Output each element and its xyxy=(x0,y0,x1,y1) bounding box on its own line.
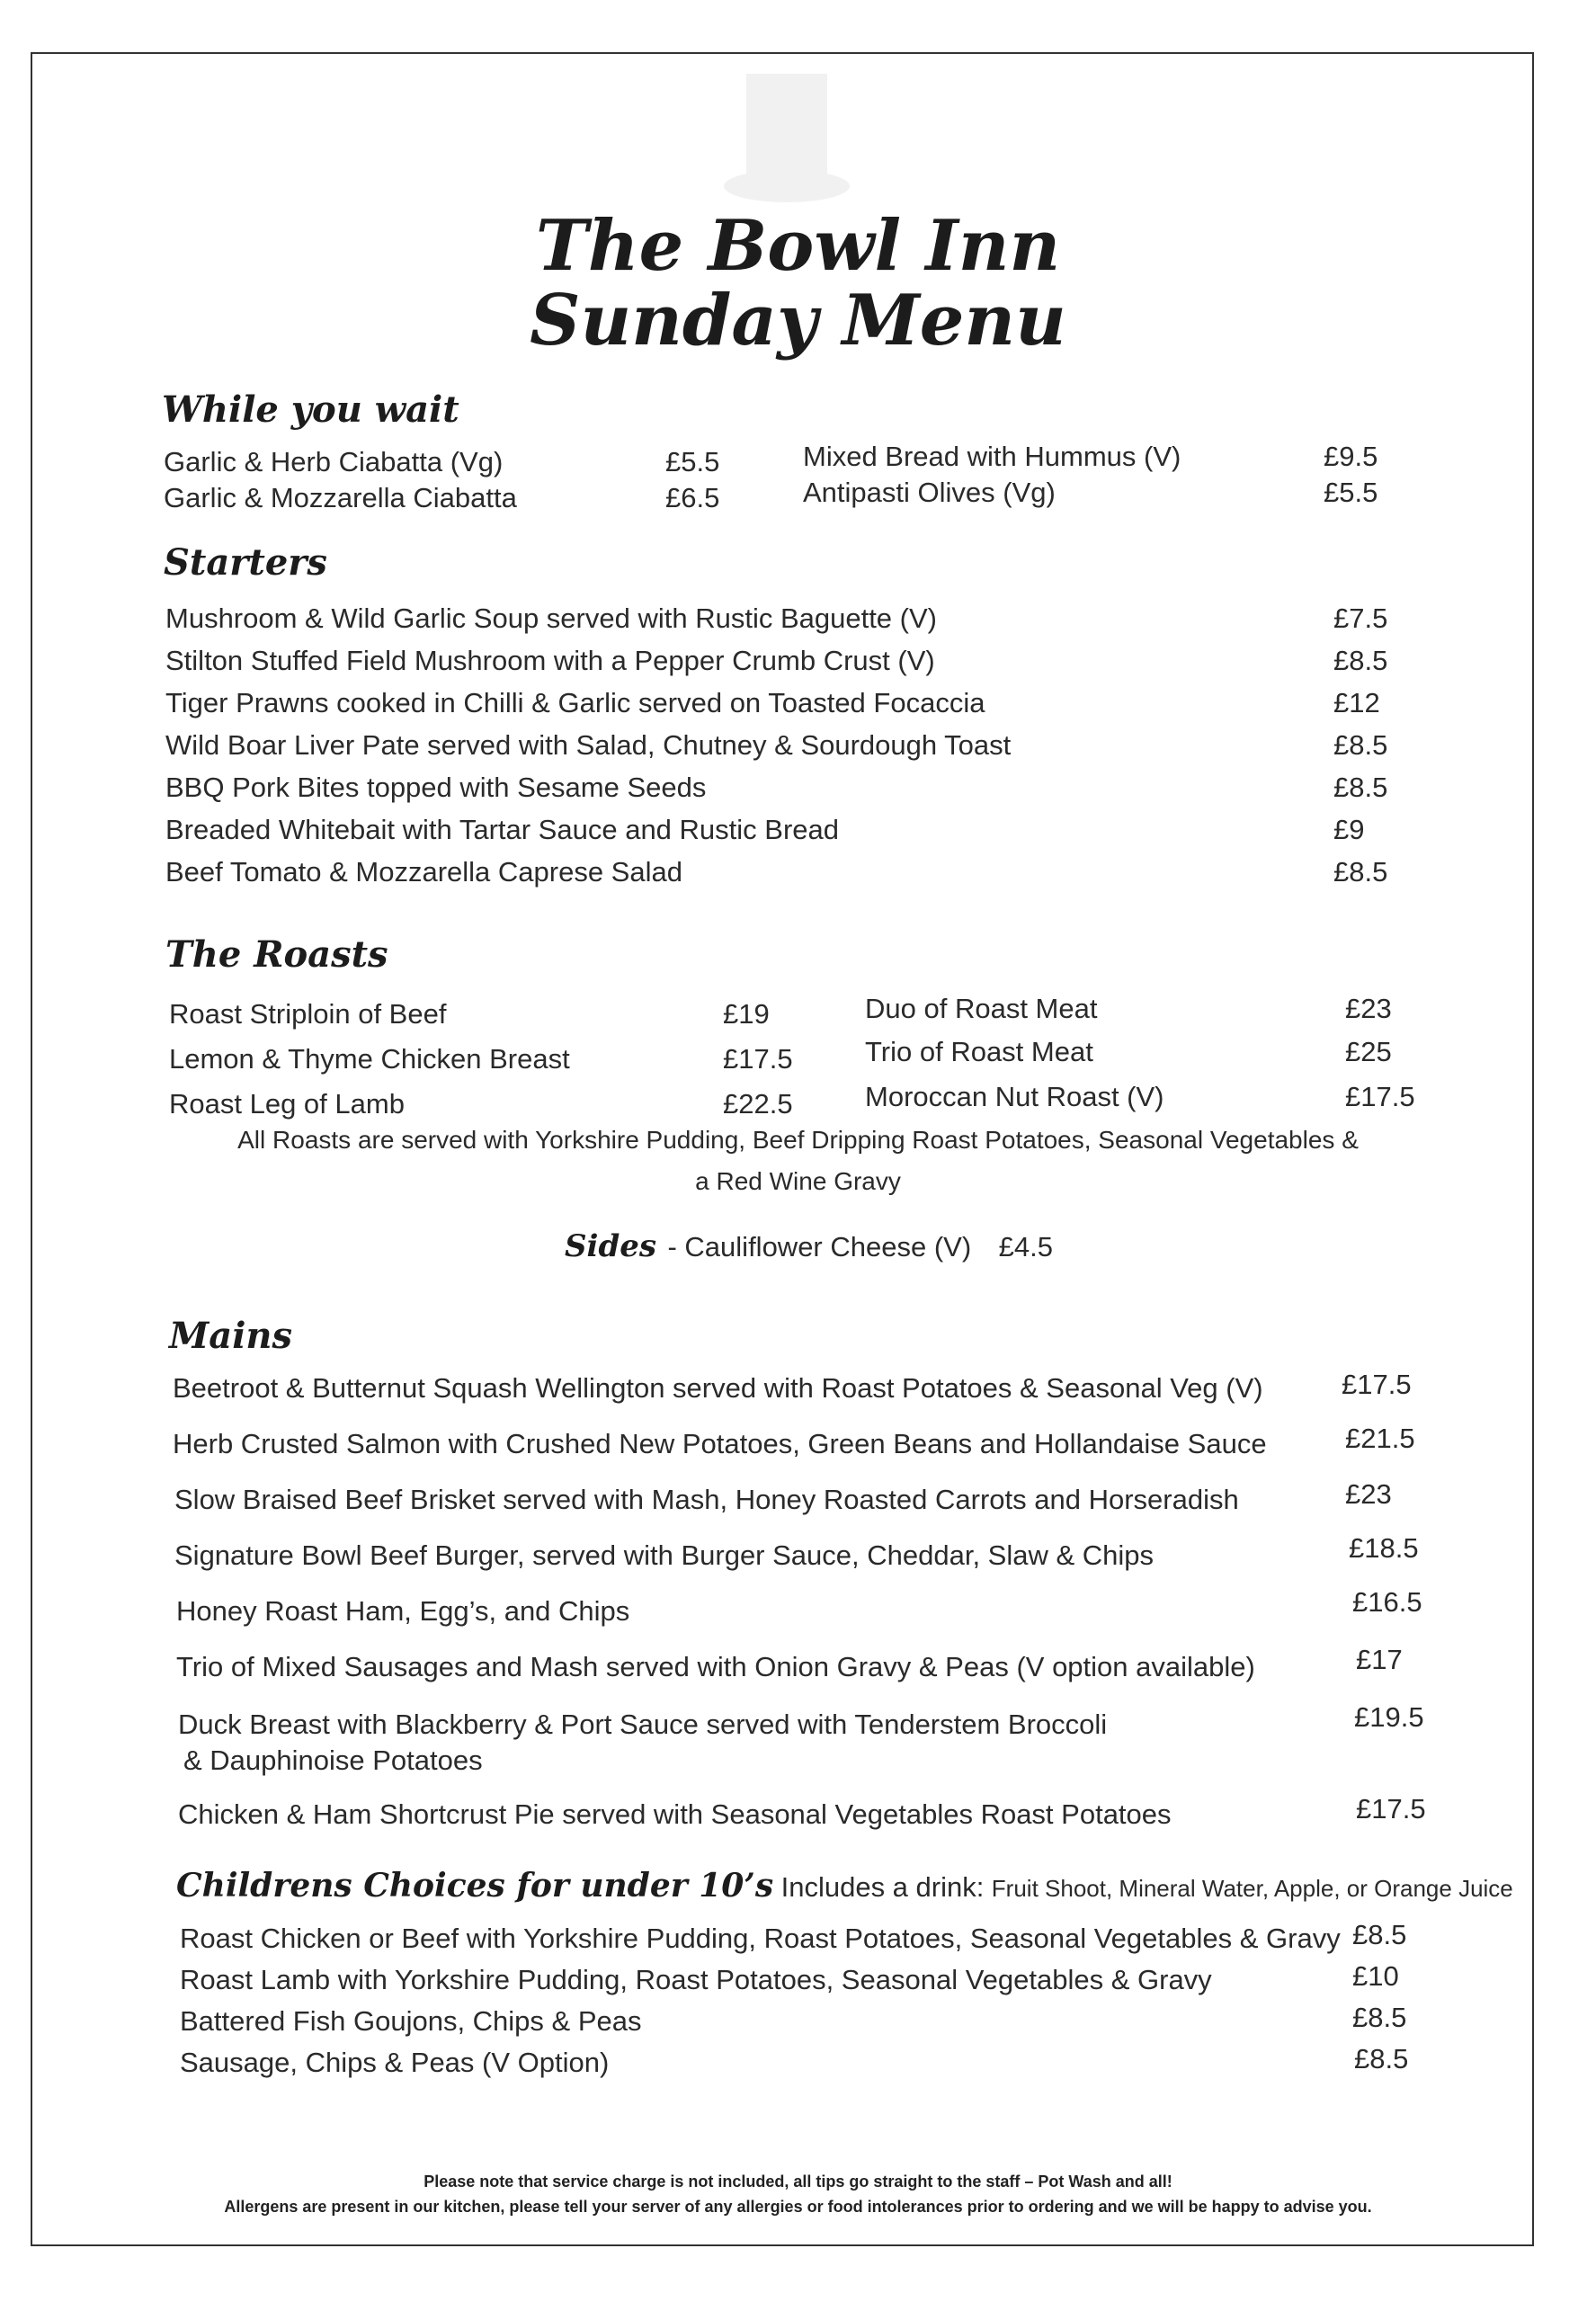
menu-item-price: £16.5 xyxy=(1352,1586,1422,1618)
menu-item: Trio of Mixed Sausages and Mash served with Onion Gravy & Peas (V option available) xyxy=(176,1651,1255,1682)
menu-item: Moroccan Nut Roast (V) xyxy=(865,1081,1164,1112)
menu-item: Honey Roast Ham, Egg’s, and Chips xyxy=(176,1595,630,1627)
menu-item: Mixed Bread with Hummus (V) xyxy=(803,441,1181,472)
menu-item-price: £17.5 xyxy=(1345,1081,1415,1112)
menu-item: Slow Braised Beef Brisket served with Mash, Honey Roasted Carrots and Horseradish xyxy=(174,1484,1239,1515)
menu-item-price: £6.5 xyxy=(665,482,720,513)
menu-item: Roast Leg of Lamb xyxy=(169,1088,405,1120)
menu-item: Mushroom & Wild Garlic Soup served with Rustic Baguette (V) xyxy=(165,602,937,634)
menu-item-price: £8.5 xyxy=(1354,2043,1409,2074)
menu-item-price: £17.5 xyxy=(723,1043,793,1075)
menu-item-price: £18.5 xyxy=(1349,1532,1419,1564)
menu-item-price: £9 xyxy=(1333,814,1365,845)
menu-item-price: £8.5 xyxy=(1333,856,1388,888)
menu-item-price: £17.5 xyxy=(1342,1369,1412,1400)
menu-title: The Bowl Inn xyxy=(535,205,1061,287)
menu-item: BBQ Pork Bites topped with Sesame Seeds xyxy=(165,772,707,803)
menu-item-price: £23 xyxy=(1345,993,1392,1024)
roasts-note: All Roasts are served with Yorkshire Pudding, Beef Dripping Roast Potatoes, Seasonal Vegetables & xyxy=(237,1126,1359,1154)
menu-item: Battered Fish Goujons, Chips & Peas xyxy=(180,2005,642,2037)
menu-item-price: £5.5 xyxy=(1324,477,1378,508)
menu-item: Lemon & Thyme Chicken Breast xyxy=(169,1043,570,1075)
section-heading-roasts: The Roasts xyxy=(165,933,388,976)
menu-item-continued: & Dauphinoise Potatoes xyxy=(183,1744,483,1776)
menu-item: Trio of Roast Meat xyxy=(865,1036,1093,1067)
section-heading-starters: Starters xyxy=(164,541,327,584)
menu-item-price: £23 xyxy=(1345,1478,1392,1510)
menu-item-price: £22.5 xyxy=(723,1088,793,1120)
menu-item: Wild Boar Liver Pate served with Salad, Chutney & Sourdough Toast xyxy=(165,729,1012,761)
sides-label: Sides xyxy=(565,1228,657,1264)
sides-item: - Cauliflower Cheese (V) xyxy=(667,1231,972,1263)
menu-item: Garlic & Mozzarella Ciabatta xyxy=(164,482,517,513)
menu-item: Duck Breast with Blackberry & Port Sauce served with Tenderstem Broccoli xyxy=(178,1709,1108,1740)
menu-item: Garlic & Herb Ciabatta (Vg) xyxy=(164,446,504,477)
menu-item-price: £25 xyxy=(1345,1036,1392,1067)
menu-item-price: £19 xyxy=(723,998,770,1030)
menu-item-price: £5.5 xyxy=(665,446,720,477)
footer-allergen-note: Allergens are present in our kitchen, please tell your server of any allergies or food intolerances prior to ordering and we will be happy to advise you. xyxy=(224,2198,1372,2216)
menu-item-price: £12 xyxy=(1333,687,1380,718)
menu-item: Beef Tomato & Mozzarella Caprese Salad xyxy=(165,856,682,888)
menu-item-price: £17.5 xyxy=(1356,1793,1426,1825)
top-hat-icon xyxy=(719,65,854,218)
section-heading-mains: Mains xyxy=(169,1315,292,1357)
menu-item-price: £8.5 xyxy=(1333,772,1388,803)
sides-line xyxy=(565,1228,1053,1264)
menu-item: Signature Bowl Beef Burger, served with Burger Sauce, Cheddar, Slaw & Chips xyxy=(174,1539,1155,1571)
footer-service-note: Please note that service charge is not included, all tips go straight to the staff – Pot Wash and all! xyxy=(424,2173,1172,2190)
roasts-note-continued: a Red Wine Gravy xyxy=(695,1167,901,1195)
menu-item: Roast Striploin of Beef xyxy=(169,998,447,1030)
menu-item: Roast Chicken or Beef with Yorkshire Pudding, Roast Potatoes, Seasonal Vegetables & Gravy xyxy=(180,1923,1341,1954)
children-includes-text: Fruit Shoot, Mineral Water, Apple, or Orange Juice xyxy=(991,1875,1513,1902)
menu-item: Antipasti Olives (Vg) xyxy=(803,477,1056,508)
menu-item-price: £10 xyxy=(1352,1960,1399,1992)
section-heading-while-you-wait: While you wait xyxy=(162,388,459,431)
menu-item-price: £21.5 xyxy=(1345,1423,1415,1454)
menu-item: Chicken & Ham Shortcrust Pie served with Seasonal Vegetables Roast Potatoes xyxy=(178,1798,1172,1830)
menu-item-price: £9.5 xyxy=(1324,441,1378,472)
menu-item: Beetroot & Butternut Squash Wellington served with Roast Potatoes & Seasonal Veg (V) xyxy=(173,1372,1263,1404)
menu-item: Roast Lamb with Yorkshire Pudding, Roast Potatoes, Seasonal Vegetables & Gravy xyxy=(180,1964,1212,1995)
menu-item-price: £8.5 xyxy=(1352,2002,1407,2033)
children-heading-line xyxy=(176,1867,1513,1905)
menu-item: Sausage, Chips & Peas (V Option) xyxy=(180,2047,610,2078)
menu-item: Tiger Prawns cooked in Chilli & Garlic served on Toasted Focaccia xyxy=(165,687,985,718)
menu-item-price: £17 xyxy=(1356,1644,1403,1675)
menu-item: Herb Crusted Salmon with Crushed New Potatoes, Green Beans and Hollandaise Sauce xyxy=(173,1428,1267,1459)
children-includes-label: Includes a drink: xyxy=(780,1871,985,1903)
menu-item-price: £7.5 xyxy=(1333,602,1388,634)
menu-item-price: £19.5 xyxy=(1354,1701,1424,1733)
menu-item-price: £8.5 xyxy=(1352,1919,1407,1950)
menu-item: Duo of Roast Meat xyxy=(865,993,1098,1024)
menu-item: Breaded Whitebait with Tartar Sauce and Rustic Bread xyxy=(165,814,839,845)
sides-price: £4.5 xyxy=(998,1231,1053,1263)
menu-item-price: £8.5 xyxy=(1333,645,1388,676)
menu-subtitle: Sunday Menu xyxy=(530,280,1066,361)
menu-item: Stilton Stuffed Field Mushroom with a Pepper Crumb Crust (V) xyxy=(165,645,935,676)
menu-item-price: £8.5 xyxy=(1333,729,1388,761)
section-heading-children: Childrens Choices for under 10’s xyxy=(176,1867,774,1905)
